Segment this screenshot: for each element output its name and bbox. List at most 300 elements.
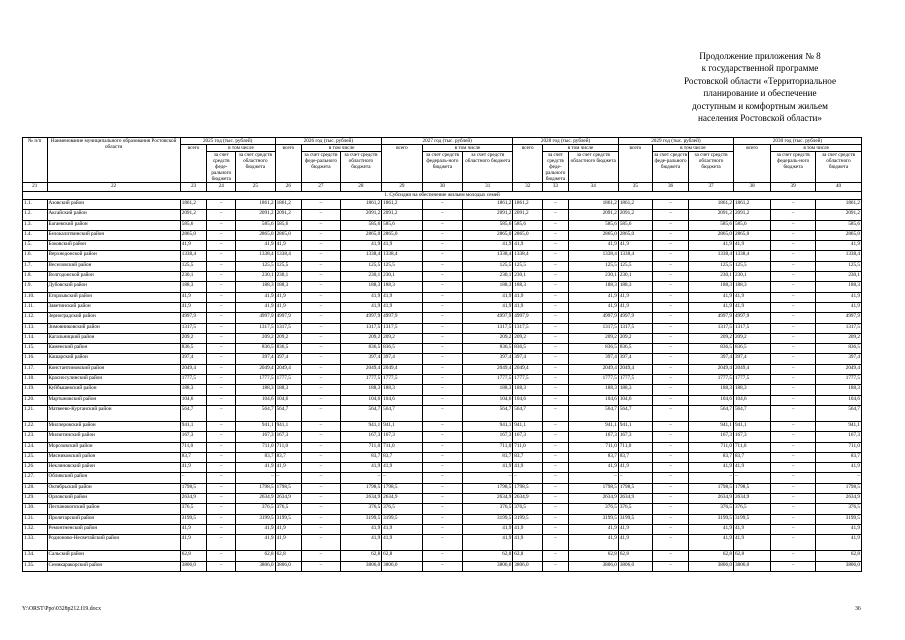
year-header: 2029 год (тыс. рублей) bbox=[618, 138, 733, 145]
federal-value: – bbox=[207, 282, 236, 292]
regional-value: 125,5 bbox=[340, 261, 382, 271]
federal-value: – bbox=[543, 551, 569, 561]
regional-value: 941,1 bbox=[816, 421, 862, 431]
regional-value: 41,9 bbox=[340, 302, 382, 312]
regional-value: 188,3 bbox=[463, 282, 513, 292]
federal-value: – bbox=[302, 561, 340, 571]
federal-value: – bbox=[543, 452, 569, 462]
federal-value: – bbox=[207, 535, 236, 551]
federal-value: – bbox=[302, 241, 340, 251]
federal-header: за счет средств федераль-ного бюджета bbox=[422, 152, 463, 183]
section-title: 1. Субсидии на обеспечение жильем молодых семей bbox=[23, 191, 862, 200]
total-value: 188,3 bbox=[733, 282, 770, 292]
total-value: 2091,2 bbox=[382, 210, 423, 220]
federal-value: – bbox=[652, 442, 688, 452]
total-value: 125,5 bbox=[180, 261, 207, 271]
regional-value: 1338,4 bbox=[816, 251, 862, 261]
total-value: 941,1 bbox=[382, 421, 423, 431]
federal-value: – bbox=[652, 282, 688, 292]
regional-value: 41,9 bbox=[816, 463, 862, 473]
regional-value: 188,3 bbox=[689, 385, 734, 395]
district-name: Боковский район bbox=[47, 241, 180, 251]
regional-value: 104,6 bbox=[816, 395, 862, 405]
federal-value: – bbox=[302, 323, 340, 333]
regional-value: 167,3 bbox=[816, 432, 862, 442]
row-number: 1.8. bbox=[23, 272, 48, 282]
federal-value: – bbox=[771, 200, 816, 210]
column-number: 32 bbox=[513, 183, 543, 192]
regional-value: 41,9 bbox=[816, 302, 862, 312]
regional-value: 3806,0 bbox=[463, 561, 513, 571]
regional-value: 1338,4 bbox=[568, 251, 618, 261]
federal-value: – bbox=[207, 302, 236, 312]
district-name: Заветинский район bbox=[47, 302, 180, 312]
district-name: Дубовский район bbox=[47, 282, 180, 292]
federal-value: – bbox=[302, 442, 340, 452]
federal-value: – bbox=[302, 272, 340, 282]
federal-value: – bbox=[302, 473, 340, 483]
federal-value: – bbox=[543, 354, 569, 364]
row-number: 1.3. bbox=[23, 220, 48, 230]
district-name: Аксайский район bbox=[47, 210, 180, 220]
federal-value: – bbox=[543, 200, 569, 210]
district-name: Егорлыкский район bbox=[47, 292, 180, 302]
regional-value: 188,3 bbox=[340, 282, 382, 292]
district-name: Обливский район bbox=[47, 473, 180, 483]
total-value: 2049,4 bbox=[180, 364, 207, 374]
regional-value: 41,9 bbox=[236, 241, 275, 251]
regional-value: 585,6 bbox=[340, 220, 382, 230]
regional-value: 209,2 bbox=[340, 333, 382, 343]
row-number: 1.35. bbox=[23, 561, 48, 571]
total-value: 3199,5 bbox=[733, 514, 770, 524]
regional-value: 41,9 bbox=[463, 463, 513, 473]
regional-value: 188,3 bbox=[816, 385, 862, 395]
total-value: 188,3 bbox=[382, 385, 423, 395]
federal-value: – bbox=[422, 210, 463, 220]
regional-value: 188,3 bbox=[689, 282, 734, 292]
federal-value: – bbox=[543, 210, 569, 220]
total-value: 104,6 bbox=[733, 395, 770, 405]
regional-value: 397,4 bbox=[816, 354, 862, 364]
federal-value: – bbox=[207, 395, 236, 405]
regional-value: 1317,5 bbox=[463, 323, 513, 333]
federal-value: – bbox=[302, 524, 340, 534]
district-name: Веселовский район bbox=[47, 261, 180, 271]
total-value: 230,1 bbox=[618, 272, 652, 282]
federal-value: – bbox=[422, 302, 463, 312]
total-header: всего bbox=[180, 145, 207, 183]
total-value: 1861,2 bbox=[618, 200, 652, 210]
total-value: 1338,4 bbox=[382, 251, 423, 261]
federal-value: – bbox=[422, 483, 463, 493]
total-value: 1777,5 bbox=[733, 375, 770, 385]
district-name: Неклиновский район bbox=[47, 463, 180, 473]
federal-value: – bbox=[543, 514, 569, 524]
year-header: 2030 год (тыс. рублей) bbox=[733, 138, 861, 145]
federal-value: – bbox=[207, 385, 236, 395]
regional-value: 711,0 bbox=[568, 442, 618, 452]
federal-value: – bbox=[207, 344, 236, 354]
regional-value: 41,9 bbox=[236, 302, 275, 312]
federal-value: – bbox=[771, 442, 816, 452]
federal-value: – bbox=[207, 272, 236, 282]
regional-value: 1777,5 bbox=[463, 375, 513, 385]
federal-value: – bbox=[422, 282, 463, 292]
regional-value: 4997,9 bbox=[816, 313, 862, 323]
regional-value: 397,4 bbox=[236, 354, 275, 364]
federal-value: – bbox=[652, 302, 688, 312]
total-value: 167,3 bbox=[275, 432, 302, 442]
table-body bbox=[23, 183, 862, 572]
regional-value: 1798,5 bbox=[340, 483, 382, 493]
total-value: 585,6 bbox=[382, 220, 423, 230]
regional-value: 564,7 bbox=[236, 405, 275, 421]
regional-value: 41,9 bbox=[816, 524, 862, 534]
total-value: 1338,4 bbox=[180, 251, 207, 261]
regional-value: 2865,0 bbox=[568, 230, 618, 240]
regional-header: за счет средств областного бюджета bbox=[463, 152, 513, 183]
row-number: 1.29. bbox=[23, 494, 48, 504]
federal-value: – bbox=[652, 421, 688, 431]
federal-value: – bbox=[207, 432, 236, 442]
total-value: 41,9 bbox=[180, 535, 207, 551]
federal-value: – bbox=[652, 551, 688, 561]
regional-value: 83,7 bbox=[689, 452, 734, 462]
regional-value: 230,1 bbox=[463, 272, 513, 282]
federal-value: – bbox=[207, 313, 236, 323]
regional-value: 41,9 bbox=[568, 241, 618, 251]
total-value: 41,9 bbox=[733, 524, 770, 534]
regional-value: 3199,5 bbox=[689, 514, 734, 524]
regional-value: 2049,4 bbox=[340, 364, 382, 374]
total-value: 167,3 bbox=[733, 432, 770, 442]
regional-header: за счет средств областного бюджета bbox=[340, 152, 382, 183]
regional-value: 3806,0 bbox=[236, 561, 275, 571]
total-value: 188,3 bbox=[733, 385, 770, 395]
regional-value: 3806,0 bbox=[568, 561, 618, 571]
table-row bbox=[23, 514, 862, 524]
heading-line: населения Ростовской области» bbox=[697, 113, 823, 124]
total-value: 230,1 bbox=[513, 272, 543, 282]
regional-value: 3199,5 bbox=[463, 514, 513, 524]
total-value: 2049,4 bbox=[733, 364, 770, 374]
regional-value: 2091,2 bbox=[568, 210, 618, 220]
federal-value: – bbox=[302, 535, 340, 551]
regional-value: 62,8 bbox=[463, 551, 513, 561]
regional-value: 125,5 bbox=[568, 261, 618, 271]
regional-value: 1317,5 bbox=[340, 323, 382, 333]
federal-value: – bbox=[771, 282, 816, 292]
column-number: 40 bbox=[816, 183, 862, 192]
federal-value: – bbox=[302, 463, 340, 473]
regional-value: 41,9 bbox=[816, 535, 862, 551]
total-value: 83,7 bbox=[180, 452, 207, 462]
regional-value: 397,4 bbox=[689, 354, 734, 364]
federal-value: – bbox=[771, 405, 816, 421]
federal-value: – bbox=[652, 354, 688, 364]
district-name: Константиновский район bbox=[47, 364, 180, 374]
federal-value: – bbox=[302, 344, 340, 354]
total-value: 41,9 bbox=[733, 241, 770, 251]
row-number: 1.1. bbox=[23, 200, 48, 210]
total-value: 83,7 bbox=[733, 452, 770, 462]
total-value: 2865,0 bbox=[513, 230, 543, 240]
regional-value: 2091,2 bbox=[340, 210, 382, 220]
federal-value: – bbox=[652, 272, 688, 282]
total-value: 4997,9 bbox=[180, 313, 207, 323]
regional-value: 1861,2 bbox=[340, 200, 382, 210]
regional-value: 188,3 bbox=[236, 282, 275, 292]
regional-value: 1338,4 bbox=[689, 251, 734, 261]
regional-value: 167,3 bbox=[463, 432, 513, 442]
regional-value: 711,0 bbox=[340, 442, 382, 452]
total-value: 2049,4 bbox=[618, 364, 652, 374]
row-number: 1.16. bbox=[23, 354, 48, 364]
table-row bbox=[23, 220, 862, 230]
table-row bbox=[23, 323, 862, 333]
district-name: Красносулинский район bbox=[47, 375, 180, 385]
federal-value: – bbox=[771, 473, 816, 483]
total-value: 2049,4 bbox=[513, 364, 543, 374]
regional-value: 41,9 bbox=[463, 302, 513, 312]
total-value: 167,3 bbox=[513, 432, 543, 442]
regional-value: 230,1 bbox=[816, 272, 862, 282]
total-value: 41,9 bbox=[618, 535, 652, 551]
total-value: 2865,0 bbox=[275, 230, 302, 240]
total-value: – bbox=[275, 473, 302, 483]
incl-header: в том числе bbox=[771, 145, 862, 152]
incl-header: в том числе bbox=[302, 145, 382, 152]
total-value: 125,5 bbox=[382, 261, 423, 271]
regional-value: 230,1 bbox=[236, 272, 275, 282]
federal-value: – bbox=[302, 452, 340, 462]
total-value: 41,9 bbox=[733, 463, 770, 473]
district-name: Мясниковский район bbox=[47, 452, 180, 462]
total-value: 41,9 bbox=[275, 463, 302, 473]
federal-value: – bbox=[652, 561, 688, 571]
federal-value: – bbox=[771, 375, 816, 385]
regional-header: за счет средств областного бюджета bbox=[689, 152, 734, 183]
regional-value: 941,1 bbox=[340, 421, 382, 431]
federal-value: – bbox=[422, 313, 463, 323]
total-value: 1777,5 bbox=[513, 375, 543, 385]
federal-value: – bbox=[422, 375, 463, 385]
total-value: 1861,2 bbox=[733, 200, 770, 210]
column-number: 22 bbox=[47, 183, 180, 192]
federal-value: – bbox=[207, 483, 236, 493]
row-number: 1.31. bbox=[23, 514, 48, 524]
total-value: 83,7 bbox=[275, 452, 302, 462]
total-value: 167,3 bbox=[382, 432, 423, 442]
total-value: 4997,9 bbox=[513, 313, 543, 323]
table-row bbox=[23, 230, 862, 240]
total-value: 2091,2 bbox=[513, 210, 543, 220]
row-number: 1.2. bbox=[23, 210, 48, 220]
federal-value: – bbox=[422, 551, 463, 561]
regional-value: 3199,5 bbox=[340, 514, 382, 524]
regional-value: 2634,9 bbox=[463, 494, 513, 504]
total-value: 711,0 bbox=[275, 442, 302, 452]
federal-value: – bbox=[422, 333, 463, 343]
regional-value: 1317,5 bbox=[689, 323, 734, 333]
federal-value: – bbox=[652, 452, 688, 462]
federal-value: – bbox=[422, 272, 463, 282]
row-number: 1.7. bbox=[23, 261, 48, 271]
total-value: 2634,9 bbox=[382, 494, 423, 504]
regional-value: 2865,0 bbox=[236, 230, 275, 240]
regional-value: 104,6 bbox=[463, 395, 513, 405]
federal-value: – bbox=[302, 483, 340, 493]
table-row bbox=[23, 421, 862, 431]
total-value: 1317,5 bbox=[382, 323, 423, 333]
regional-value: 188,3 bbox=[568, 385, 618, 395]
regional-value: 585,6 bbox=[689, 220, 734, 230]
federal-value: – bbox=[302, 375, 340, 385]
regional-value: 711,0 bbox=[816, 442, 862, 452]
incl-header: в том числе bbox=[422, 145, 513, 152]
total-value: 1317,5 bbox=[618, 323, 652, 333]
total-value: 2049,4 bbox=[382, 364, 423, 374]
federal-value: – bbox=[422, 200, 463, 210]
district-name: Пролетарский район bbox=[47, 514, 180, 524]
total-value: 188,3 bbox=[180, 282, 207, 292]
federal-value: – bbox=[652, 385, 688, 395]
regional-value: 83,7 bbox=[463, 452, 513, 462]
total-value: 2091,2 bbox=[275, 210, 302, 220]
regional-value: 1777,5 bbox=[816, 375, 862, 385]
incl-header: в том числе bbox=[652, 145, 733, 152]
heading-line: планирование и обеспечение bbox=[703, 88, 817, 99]
regional-value: 188,3 bbox=[463, 385, 513, 395]
regional-value: 711,0 bbox=[236, 442, 275, 452]
regional-value: – bbox=[689, 473, 734, 483]
federal-value: – bbox=[771, 421, 816, 431]
total-value: 397,4 bbox=[275, 354, 302, 364]
federal-value: – bbox=[771, 452, 816, 462]
total-value: 1798,5 bbox=[275, 483, 302, 493]
federal-value: – bbox=[652, 535, 688, 551]
total-value: 125,5 bbox=[733, 261, 770, 271]
table-row bbox=[23, 504, 862, 514]
regional-value: – bbox=[340, 473, 382, 483]
total-value: – bbox=[180, 473, 207, 483]
total-value: – bbox=[382, 473, 423, 483]
total-value: 564,7 bbox=[382, 405, 423, 421]
federal-value: – bbox=[543, 272, 569, 282]
federal-header: за счет средств федераль-ного бюджета bbox=[771, 152, 816, 183]
table-row bbox=[23, 364, 862, 374]
table-row bbox=[23, 261, 862, 271]
federal-value: – bbox=[422, 251, 463, 261]
regional-value: 3199,5 bbox=[236, 514, 275, 524]
regional-value: 125,5 bbox=[689, 261, 734, 271]
federal-value: – bbox=[207, 452, 236, 462]
regional-value: 2049,4 bbox=[463, 364, 513, 374]
district-name: Белокалитвинский район bbox=[47, 230, 180, 240]
regional-value: 1798,5 bbox=[236, 483, 275, 493]
district-name: Ремонтненский район bbox=[47, 524, 180, 534]
federal-value: – bbox=[652, 375, 688, 385]
table-row bbox=[23, 442, 862, 452]
regional-value: 2634,9 bbox=[340, 494, 382, 504]
total-value: 2865,0 bbox=[180, 230, 207, 240]
subsidy-table bbox=[22, 137, 862, 572]
regional-value: 41,9 bbox=[236, 292, 275, 302]
federal-value: – bbox=[207, 524, 236, 534]
column-number: 30 bbox=[422, 183, 463, 192]
year-header: 2026 год (тыс. рублей) bbox=[275, 138, 382, 145]
federal-value: – bbox=[207, 200, 236, 210]
total-value: 188,3 bbox=[275, 385, 302, 395]
regional-value: 836,5 bbox=[689, 344, 734, 354]
regional-value: 62,8 bbox=[568, 551, 618, 561]
federal-value: – bbox=[422, 241, 463, 251]
federal-value: – bbox=[771, 302, 816, 312]
regional-value: 836,5 bbox=[236, 344, 275, 354]
total-value: 188,3 bbox=[382, 282, 423, 292]
regional-value: 564,7 bbox=[568, 405, 618, 421]
total-value: 397,4 bbox=[513, 354, 543, 364]
federal-value: – bbox=[207, 442, 236, 452]
table-row bbox=[23, 333, 862, 343]
regional-value: – bbox=[816, 473, 862, 483]
federal-value: – bbox=[771, 551, 816, 561]
federal-value: – bbox=[771, 210, 816, 220]
federal-value: – bbox=[302, 333, 340, 343]
federal-value: – bbox=[543, 251, 569, 261]
federal-value: – bbox=[543, 241, 569, 251]
total-value: 41,9 bbox=[180, 292, 207, 302]
total-value: 1317,5 bbox=[513, 323, 543, 333]
federal-value: – bbox=[652, 333, 688, 343]
total-value: 376,5 bbox=[180, 504, 207, 514]
regional-value: 376,5 bbox=[816, 504, 862, 514]
district-name: Мартыновский район bbox=[47, 395, 180, 405]
federal-value: – bbox=[652, 395, 688, 405]
total-value: 2091,2 bbox=[733, 210, 770, 220]
regional-value: 2049,4 bbox=[689, 364, 734, 374]
total-value: 2634,9 bbox=[618, 494, 652, 504]
federal-value: – bbox=[543, 442, 569, 452]
regional-value: 2865,0 bbox=[816, 230, 862, 240]
federal-value: – bbox=[771, 344, 816, 354]
col-header-name: Наименование муниципального образования Ростовской области bbox=[47, 138, 180, 183]
regional-value: – bbox=[236, 473, 275, 483]
district-name: Азовский район bbox=[47, 200, 180, 210]
federal-value: – bbox=[302, 230, 340, 240]
federal-value: – bbox=[207, 251, 236, 261]
regional-value: 585,6 bbox=[816, 220, 862, 230]
total-value: 3806,0 bbox=[733, 561, 770, 571]
federal-value: – bbox=[652, 504, 688, 514]
regional-value: 941,1 bbox=[236, 421, 275, 431]
federal-value: – bbox=[422, 292, 463, 302]
total-value: 3806,0 bbox=[180, 561, 207, 571]
regional-value: 2091,2 bbox=[463, 210, 513, 220]
federal-value: – bbox=[652, 200, 688, 210]
regional-value: 3199,5 bbox=[816, 514, 862, 524]
total-value: 209,2 bbox=[180, 333, 207, 343]
total-value: 41,9 bbox=[382, 292, 423, 302]
regional-value: 376,5 bbox=[236, 504, 275, 514]
total-value: 1798,5 bbox=[382, 483, 423, 493]
year-header: 2027 год (тыс. рублей) bbox=[382, 138, 513, 145]
federal-value: – bbox=[302, 504, 340, 514]
regional-value: 1798,5 bbox=[816, 483, 862, 493]
total-value: 2634,9 bbox=[180, 494, 207, 504]
federal-value: – bbox=[543, 421, 569, 431]
